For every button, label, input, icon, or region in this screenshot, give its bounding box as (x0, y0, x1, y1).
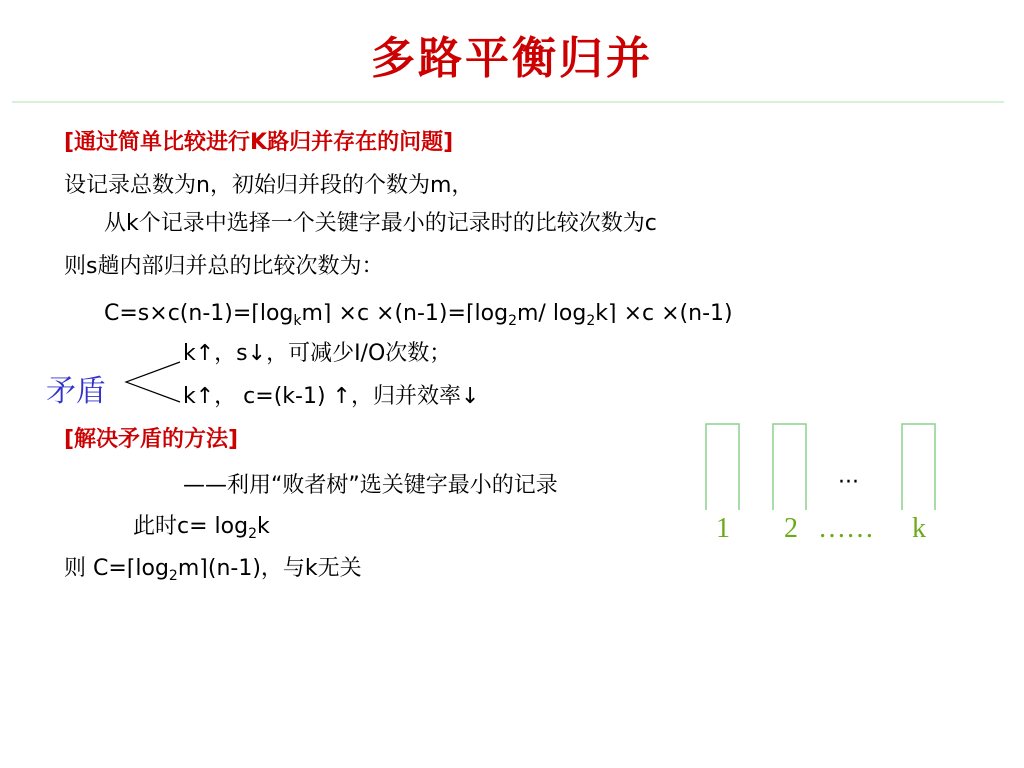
segment-label-ellipsis: …… (818, 513, 874, 544)
contradiction-line-2: k↑， c=(k-1) ↑，归并效率↓ (183, 384, 480, 409)
segment-2 (773, 424, 806, 510)
result-line (64, 556, 362, 589)
segment-label-k: k (912, 513, 926, 544)
diagram-ellipsis: ··· (838, 470, 859, 495)
page-title: 多路平衡归并 (371, 33, 653, 84)
formula-line (104, 301, 733, 334)
text-line-1: 设记录总数为n，初始归并段的个数为m， (64, 173, 474, 198)
title-divider (12, 101, 1004, 103)
contradiction-bracket (120, 358, 184, 406)
formula-part-2: m⌉ ×c ×(n-1)=⌈log (301, 301, 509, 326)
heading-problem: [通过简单比较进行K路归并存在的问题] (64, 130, 454, 155)
method-text: ——利用“败者树”选关键字最小的记录 (183, 473, 558, 498)
formula-sub-3: 2 (586, 313, 596, 329)
formula-part-1: C=s×c(n-1)=⌈log (104, 301, 294, 326)
segment-k (902, 424, 935, 510)
then-c-prefix: 此时c= log (133, 514, 249, 539)
result-part-1: 则 C=⌈log (64, 556, 169, 581)
formula-sub-1: k (293, 313, 302, 329)
then-c-line (133, 514, 270, 547)
contradiction-line-1: k↑，s↓，可减少I/O次数； (183, 341, 452, 366)
result-sub: 2 (168, 568, 178, 584)
segment-label-1: 1 (716, 513, 730, 544)
heading-solution: [解决矛盾的方法] (64, 427, 239, 452)
text-line-2: 从k个记录中选择一个关键字最小的记录时的比较次数为c (104, 211, 657, 236)
then-c-sub: 2 (248, 526, 257, 542)
contradiction-label: 矛盾 (46, 374, 106, 409)
result-part-2: m⌉(n-1)，与k无关 (177, 556, 362, 581)
merge-segments-diagram (700, 420, 940, 512)
formula-part-3: m/ log (516, 301, 587, 326)
text-line-3: 则s趟内部归并总的比较次数为： (64, 254, 384, 279)
then-c-suffix: k (256, 514, 270, 539)
segment-1 (706, 424, 739, 510)
formula-sub-2: 2 (508, 313, 517, 329)
formula-part-4: k⌉ ×c ×(n-1) (595, 301, 733, 326)
segment-label-2: 2 (784, 513, 798, 544)
